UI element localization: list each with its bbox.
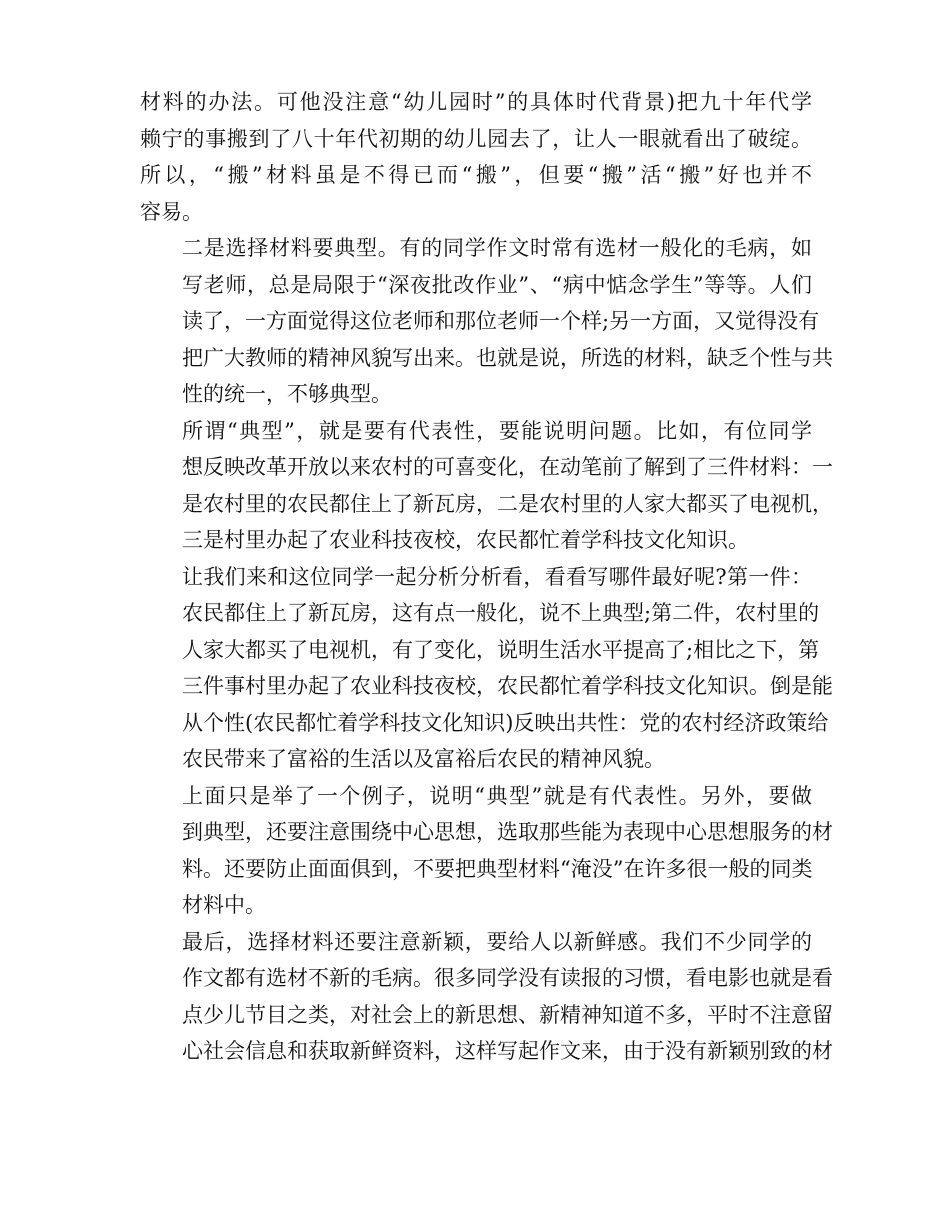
text-line: 材料的办法。可他没注意“幼儿园时”的具体时代背景)把九十年代学 xyxy=(140,90,812,114)
text-line: 材料中。 xyxy=(182,893,266,917)
paragraph xyxy=(140,230,833,413)
text-line: 三是村里办起了农业科技夜校，农民都忙着学科技文化知识。 xyxy=(182,528,749,552)
text-line: 料。还要防止面面俱到，不要把典型材料“淹没”在许多很一般的同类 xyxy=(182,856,813,881)
paragraph xyxy=(140,84,812,230)
text-line: 作文都有选材不新的毛病。很多同学没有读报的习惯，看电影也就是看 xyxy=(182,966,833,990)
text-line: 性的统一，不够典型。 xyxy=(182,382,392,406)
text-line: 到典型，还要注意围绕中心思想，选取那些能为表现中心思想服务的材 xyxy=(182,820,833,844)
document-page xyxy=(140,84,833,1070)
text-line: 是农村里的农民都住上了新瓦房，二是农村里的人家大都买了电视机， xyxy=(182,491,833,516)
text-line: 想反映改革开放以来农村的可喜变化，在动笔前了解到了三件材料：一 xyxy=(182,455,833,479)
text-line: 把广大教师的精神风貌写出来。也就是说，所选的材料，缺乏个性与共 xyxy=(182,345,833,370)
text-line: 赖宁的事搬到了八十年代初期的幼儿园去了，让人一眼就看出了破绽。 xyxy=(140,126,812,151)
text-line: 三件事村里办起了农业科技夜校，农民都忙着学科技文化知识。倒是能 xyxy=(182,674,833,698)
text-line: 所谓“典型”，就是要有代表性，要能说明问题。比如，有位同学 xyxy=(182,418,812,443)
text-line: 最后，选择材料还要注意新颖，要给人以新鲜感。我们不少同学的 xyxy=(182,929,812,954)
text-line: 容易。 xyxy=(140,199,203,224)
paragraph xyxy=(140,924,833,1070)
text-line: 农民带来了富裕的生活以及富裕后农民的精神风貌。 xyxy=(182,747,665,771)
text-line: 农民都住上了新瓦房，这有点一般化，说不上典型;第二件，农村里的 xyxy=(182,601,820,625)
text-line: 心社会信息和获取新鲜资料，这样写起作文来，由于没有新颖别致的材 xyxy=(182,1039,833,1063)
text-line: 写老师，总是局限于“深夜批改作业”、“病中惦念学生”等等。人们 xyxy=(182,272,812,297)
text-line: 所以，“搬”材料虽是不得已而“搬”，但要“搬”活“搬”好也并不 xyxy=(140,163,812,187)
paragraph xyxy=(140,559,833,778)
text-line: 二是选择材料要典型。有的同学作文时常有选材一般化的毛病，如 xyxy=(182,236,812,260)
text-line: 读了，一方面觉得这位老师和那位老师一个样;另一方面，又觉得没有 xyxy=(182,309,820,333)
text-line: 从个性(农民都忙着学科技文化知识)反映出共性：党的农村经济政策给 xyxy=(182,710,829,735)
text-line: 人家大都买了电视机，有了变化，说明生活水平提高了;相比之下，第 xyxy=(182,637,820,662)
text-line: 让我们来和这位同学一起分析分析看，看看写哪件最好呢?第一件： xyxy=(182,564,812,589)
text-line: 点少儿节目之类，对社会上的新思想、新精神知道不多，平时不注意留 xyxy=(182,1002,833,1027)
paragraph xyxy=(140,413,833,559)
text-line: 上面只是举了一个例子，说明“典型”就是有代表性。另外，要做 xyxy=(182,783,812,808)
paragraph xyxy=(140,778,833,924)
